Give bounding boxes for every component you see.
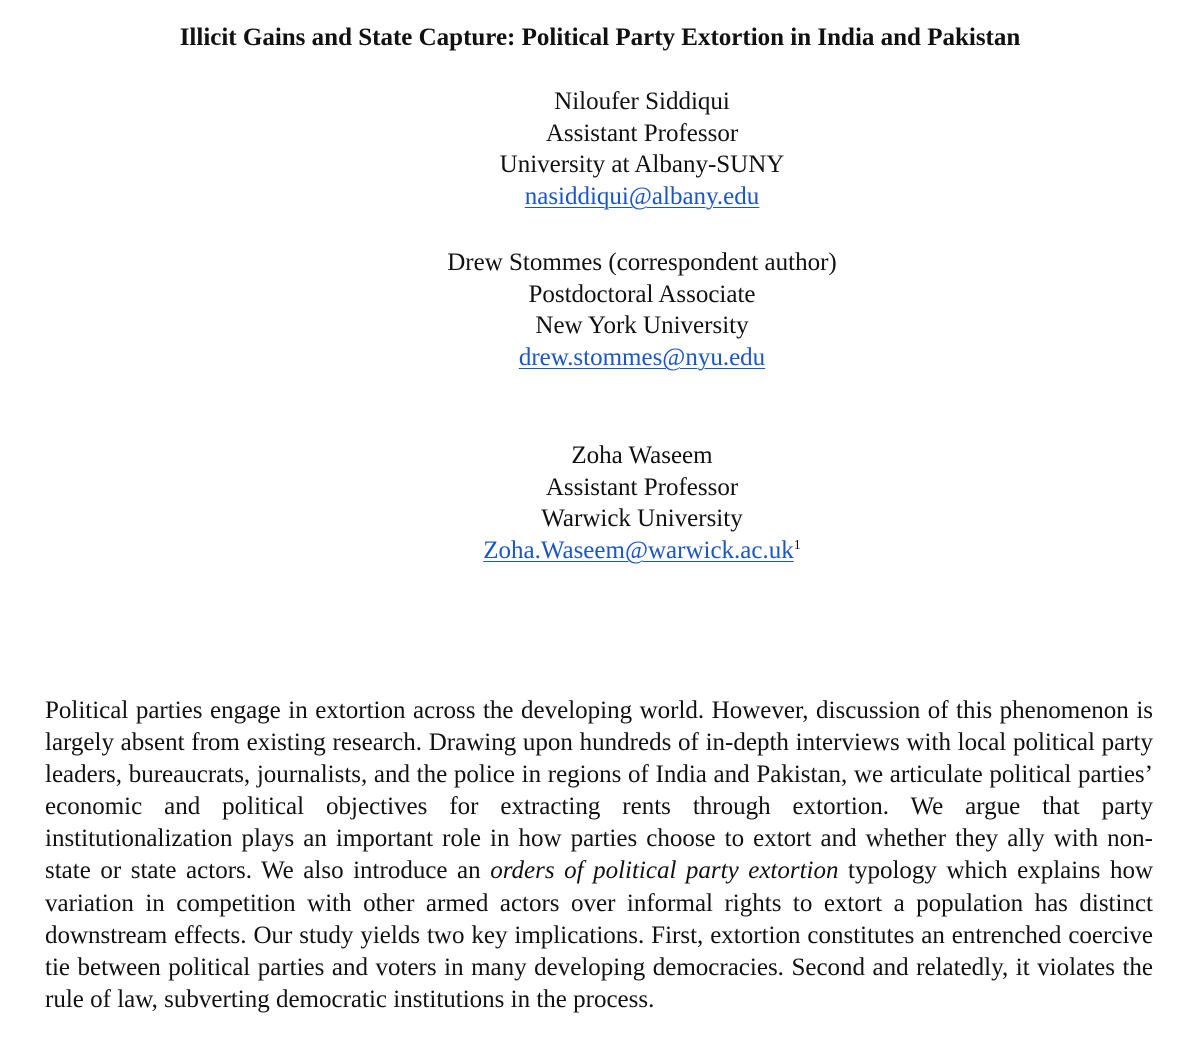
author-institution: Warwick University <box>541 505 743 532</box>
author-institution: New York University <box>535 312 749 339</box>
author-email-line <box>342 535 942 567</box>
abstract-text-part2: typology which explains how variation in competition with other armed actors over informal rights to extort a population has distinct downstream effects. Our study yields two key implications. First, extortion constitutes an entrenched coercive tie between political parties and voters in many developing democracies. Second and relatedly, it violates the rule of law, subverting democratic institutions in the process. <box>45 857 1153 1013</box>
author-name: Zoha Waseem <box>571 442 713 469</box>
paper-title: Illicit Gains and State Capture: Political Party Extortion in India and Pakistan <box>179 24 1021 51</box>
author-position: Postdoctoral Associate <box>528 280 756 308</box>
author-block-waseem <box>342 440 942 566</box>
author-email-link[interactable]: Zoha.Waseem@warwick.ac.uk <box>483 536 794 564</box>
author-name: Drew Stommes (correspondent author) <box>447 249 837 276</box>
author-block-siddiqui <box>342 86 942 212</box>
author-email-link[interactable]: nasiddiqui@albany.edu <box>524 182 760 210</box>
author-email-line <box>342 181 942 213</box>
abstract-text-part1: Political parties engage in extortion across the developing world. However, discussion of this phenomenon is largely absent from existing research. Drawing upon hundreds of in-depth interviews with local political party leaders, bureaucrats, journalists, and the police in regions of India and Pakistan, we articulate political parties’ economic and political objectives for extracting rents through extortion. We argue that party institutionalization plays an important role in how parties choose to extort and whether they ally with non-state or state actors. We also introduce an <box>45 697 1153 885</box>
author-position: Assistant Professor <box>545 119 739 147</box>
abstract-paragraph <box>45 695 1153 1016</box>
author-name: Niloufer Siddiqui <box>554 88 730 115</box>
author-institution: University at Albany-SUNY <box>499 151 785 178</box>
author-block-stommes <box>342 247 942 373</box>
footnote-marker[interactable]: 1 <box>793 537 801 553</box>
author-position: Assistant Professor <box>545 473 739 501</box>
author-email-link[interactable]: drew.stommes@nyu.edu <box>518 343 766 371</box>
abstract-italic-term: orders of political party extortion <box>490 857 839 885</box>
author-email-line <box>342 342 942 374</box>
